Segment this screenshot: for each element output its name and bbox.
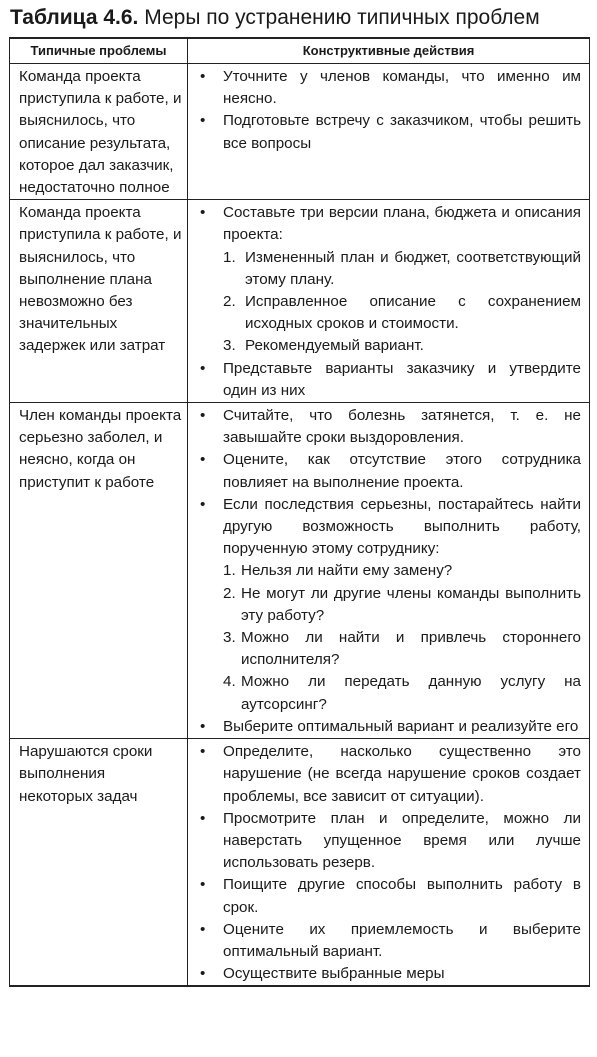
sub-text: Измененный план и бюджет, соответствующий этому плану. — [245, 248, 581, 288]
sub-item — [223, 627, 581, 671]
action-text: Осуществите выбранные меры — [223, 965, 445, 983]
problems-table — [9, 37, 590, 987]
action-item — [200, 358, 581, 402]
table-row — [10, 200, 590, 403]
actions-list — [200, 741, 581, 985]
actions-list — [200, 405, 581, 738]
sub-number: 2. — [223, 584, 236, 602]
actions-cell — [188, 200, 590, 403]
action-item — [200, 808, 581, 875]
table-row — [10, 739, 590, 987]
problem-text: Член команды проекта серьезно заболел, и неясно, когда он приступит к работе — [19, 407, 182, 491]
problem-text: Команда проекта приступила к работе, и выяснилось, что выполнение плана невозможно без значительных задержек или затрат — [19, 204, 182, 355]
sub-text: Рекомендуемый вариант. — [245, 337, 424, 355]
problem-text: Нарушаются сроки выполнения некоторых задач — [19, 743, 153, 805]
action-text: Оцените, как отсутствие этого сотрудника повлияет на выполнение проекта. — [223, 451, 581, 491]
table-number: Таблица 4.6. — [10, 6, 139, 29]
action-item — [200, 66, 581, 110]
actions-cell — [188, 64, 590, 200]
sub-list — [223, 247, 581, 358]
problem-text: Команда проекта приступила к работе, и выяснилось, что описание результата, которое дал заказчик, недостаточно полное — [19, 68, 182, 197]
action-text: Если последствия серьезны, постарайтесь найти другую возможность выполнить работу, порученную этому сотруднику: — [223, 495, 581, 558]
sub-number: 4. — [223, 673, 236, 691]
action-item — [200, 874, 581, 918]
table-header-row — [10, 38, 590, 64]
action-text: Составьте три версии плана, бюджета и описания проекта: — [223, 204, 581, 244]
header-problems: Типичные проблемы — [10, 38, 188, 64]
table-caption: Меры по устранению типичных проблем — [144, 6, 540, 29]
action-text: Считайте, что болезнь затянется, т. е. не завышайте сроки выздоровления. — [223, 407, 581, 447]
sub-text: Нельзя ли найти ему замену? — [241, 562, 453, 580]
action-item — [200, 202, 581, 357]
action-text: Подготовьте встречу с заказчиком, чтобы решить все вопросы — [223, 112, 581, 152]
problem-cell — [10, 403, 188, 739]
sub-item — [223, 247, 581, 291]
actions-list — [200, 66, 581, 155]
actions-cell — [188, 403, 590, 739]
action-item — [200, 494, 581, 716]
sub-text: Не могут ли другие члены команды выполнить эту работу? — [241, 584, 581, 624]
sub-list — [223, 560, 581, 715]
sub-text: Исправленное описание с сохранением исходных сроков и стоимости. — [245, 293, 581, 333]
table-row — [10, 403, 590, 739]
action-text: Просмотрите план и определите, можно ли наверстать упущенное время или лучше использовать резерв. — [223, 809, 581, 872]
problem-cell — [10, 739, 188, 987]
table-title — [10, 4, 589, 31]
action-text: Поищите другие способы выполнить работу в срок. — [223, 876, 581, 916]
header-actions: Конструктивные действия — [188, 38, 590, 64]
action-item — [200, 449, 581, 493]
sub-text: Можно ли найти и привлечь стороннего исполнителя? — [241, 629, 581, 669]
action-text: Определите, насколько существенно это нарушение (не всегда нарушение сроков создает проблемы, все зависит от ситуации). — [223, 743, 581, 805]
sub-item — [223, 335, 581, 357]
problem-cell — [10, 200, 188, 403]
sub-item — [223, 583, 581, 627]
action-text: Оцените их приемлемость и выберите оптимальный вариант. — [223, 920, 581, 960]
table-row — [10, 64, 590, 200]
action-item — [200, 963, 581, 985]
sub-item — [223, 560, 581, 582]
sub-item — [223, 671, 581, 715]
action-text: Уточните у членов команды, что именно им неясно. — [223, 68, 581, 108]
actions-list — [200, 202, 581, 402]
sub-number: 1. — [223, 248, 236, 266]
sub-number: 2. — [223, 293, 236, 311]
actions-cell — [188, 739, 590, 987]
action-item — [200, 919, 581, 963]
action-item — [200, 110, 581, 154]
sub-number: 3. — [223, 337, 236, 355]
sub-text: Можно ли передать данную услугу на аутсорсинг? — [241, 673, 581, 713]
sub-number: 3. — [223, 629, 236, 647]
action-item — [200, 405, 581, 449]
action-item — [200, 716, 581, 738]
action-text: Представьте варианты заказчику и утвердите один из них — [223, 359, 581, 399]
sub-item — [223, 291, 581, 335]
action-item — [200, 741, 581, 808]
sub-number: 1. — [223, 562, 236, 580]
action-text: Выберите оптимальный вариант и реализуйте его — [223, 717, 579, 735]
problem-cell — [10, 64, 188, 200]
